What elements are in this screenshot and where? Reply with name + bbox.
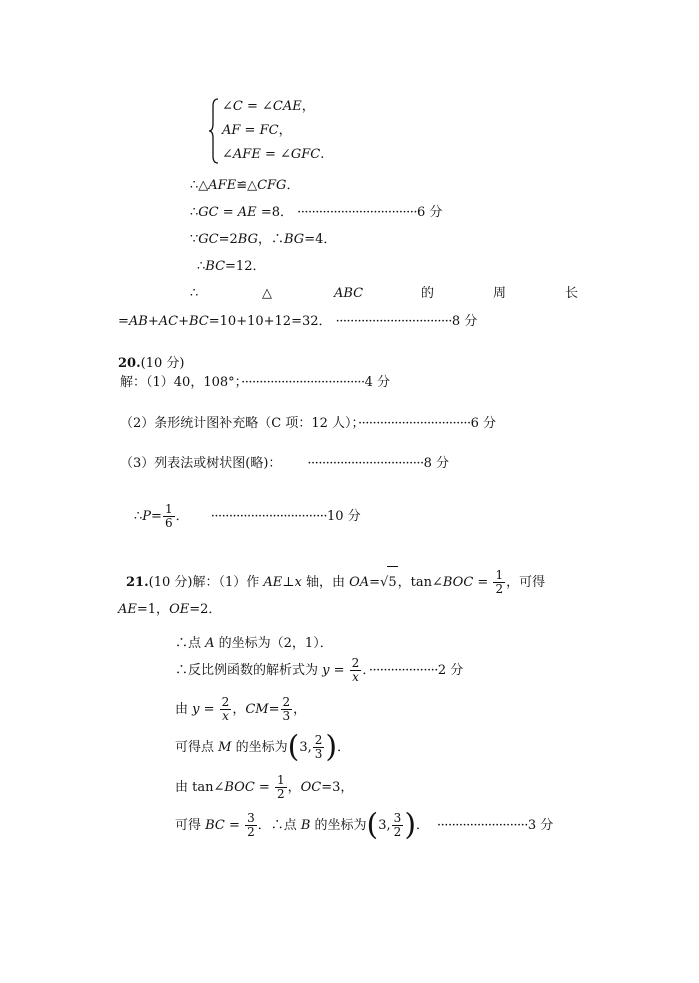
q19-perimeter-de: 的: [421, 286, 435, 301]
fraction: $\frac{2}{3}$: [282, 695, 291, 723]
q21-line1: 21.(10 分)解：（1）作 AE⊥x 轴，由 OA=√5，tan∠BOC = $\frac{1}{2}$ ，可得: [126, 566, 545, 599]
q19-perimeter-chang: 长: [565, 286, 579, 301]
fraction: $\frac{2}{3}$: [314, 733, 323, 761]
fraction: $\frac{1}{2}$: [495, 568, 504, 596]
leader-dots: ·························: [437, 818, 528, 833]
leader-dots: ···················: [368, 663, 438, 678]
q21-cm-line: 由 y = $\frac{2}{x}$ ，CM= $\frac{2}{3}$ ，: [175, 695, 307, 723]
q21-point-b: 可得 BC = $\frac{3}{2}$ ．∴点 B 的坐标为(3, $\frac{3}{2}$ )． ·························3 分: [175, 807, 554, 843]
q19-perimeter-triangle: △: [262, 286, 272, 301]
score-label: 8 分: [451, 314, 478, 329]
score-label: 4 分: [364, 375, 391, 390]
q20-probability: ∴P= $\frac{1}{6}$ ． ································10 分: [134, 502, 361, 530]
q20-part1: 解：（1）40，108°；··································4 分: [120, 375, 391, 390]
fraction: $\frac{2}{x}$: [351, 656, 360, 684]
system-line-3: ∠AFE = ∠GFC.: [222, 147, 325, 162]
q19-bg-line: ∵GC=2BG，∴BG=4．: [190, 232, 337, 247]
q21-inverse-function: ∴反比例函数的解析式为 y = $\frac{2}{x}$ ．···················2 分: [175, 656, 464, 684]
system-line-2: AF = FC，: [222, 123, 292, 138]
q19-perimeter-therefore: ∴: [190, 286, 199, 301]
system-line-1: ∠C = ∠CAE，: [222, 99, 315, 114]
fraction: $\frac{3}{2}$: [247, 811, 255, 839]
leader-dots: ································: [307, 456, 424, 471]
q19-bc-line: ∴BC=12．: [197, 259, 266, 274]
q19-perimeter-abc: ABC: [334, 286, 364, 301]
score-label: 2 分: [437, 663, 464, 678]
q20-part2: （2）条形统计图补充略（C 项：12 人）；·······························6 分: [120, 416, 497, 431]
leader-dots: ··································: [241, 375, 365, 390]
score-label: 6 分: [417, 205, 443, 220]
q20-heading: 20.(10 分): [118, 356, 185, 371]
leader-dots: ·································: [297, 205, 417, 220]
fraction: $\frac{1}{2}$: [276, 773, 285, 801]
leader-dots: ································: [210, 509, 327, 524]
score-label: 3 分: [527, 818, 554, 833]
fraction: $\frac{2}{x}$: [221, 695, 230, 723]
leader-dots: ································: [335, 314, 452, 329]
fraction: $\frac{3}{2}$: [393, 811, 402, 839]
score-label: 6 分: [470, 416, 497, 431]
q20-part3: （3）列表法或树状图(略)： ································8 分: [120, 456, 450, 471]
q21-point-a: ∴点 A 的坐标为（2，1）．: [175, 636, 333, 651]
q19-perimeter-zhou: 周: [493, 286, 507, 301]
q19-perimeter-value: =AB+AC+BC=10+10+12=32． ································8 分: [118, 314, 478, 329]
q21-point-m: 可得点 M 的坐标为(3, $\frac{2}{3}$ )．: [175, 729, 351, 765]
q21-line2: AE=1，OE=2．: [118, 602, 222, 617]
left-brace-icon: [208, 98, 220, 164]
score-label: 8 分: [423, 456, 450, 471]
leader-dots: ·······························: [358, 416, 471, 431]
q19-gc-line: ∴GC = AE =8． ·································6 分: [190, 205, 443, 220]
fraction: $\frac{1}{6}$: [164, 502, 173, 530]
q19-congruent-line: ∴△AFE≌△CFG．: [190, 178, 300, 193]
q21-tan-line: 由 tan∠BOC = $\frac{1}{2}$ ，OC=3，: [175, 773, 354, 801]
score-label: 10 分: [326, 509, 361, 524]
